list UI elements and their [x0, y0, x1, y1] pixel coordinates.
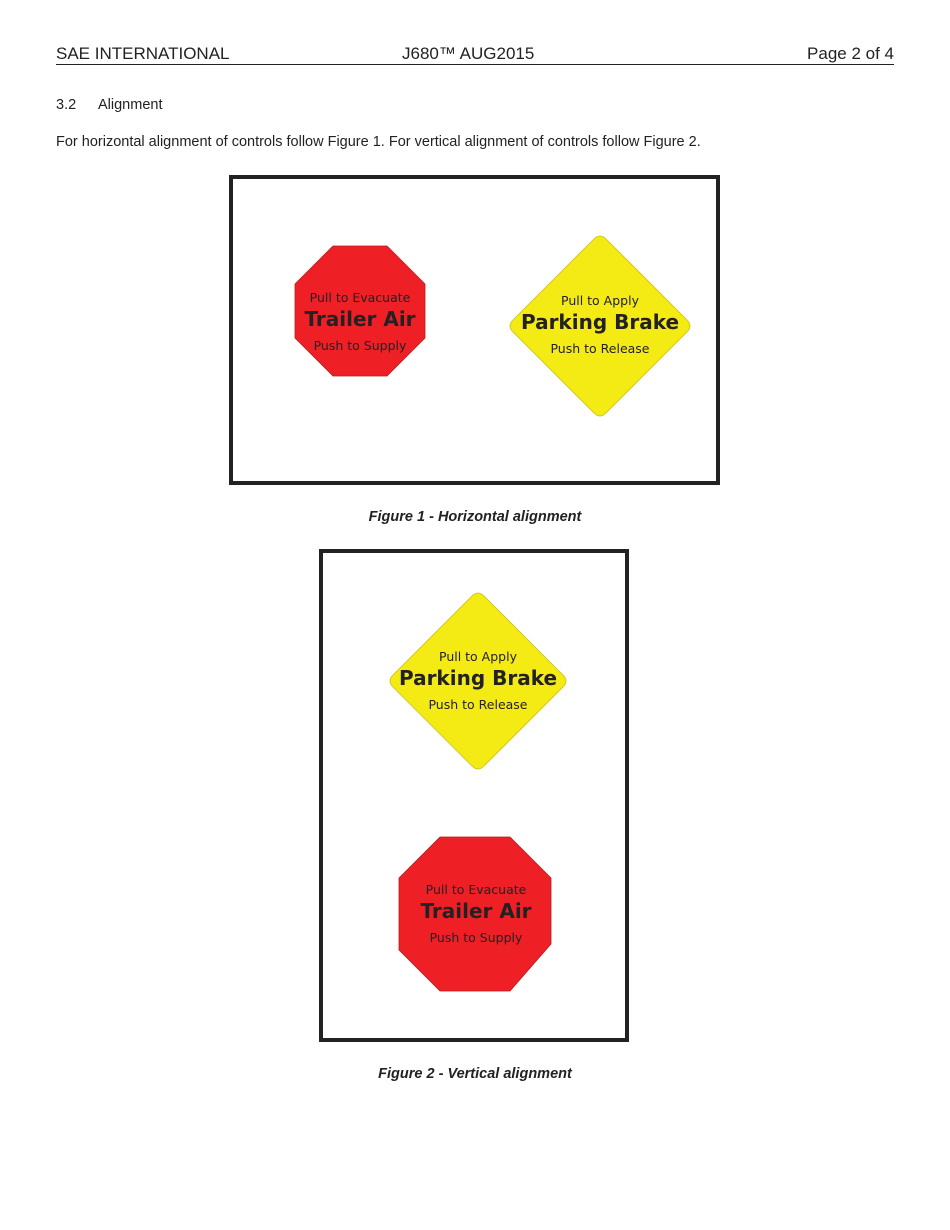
trailer-air-bottom-label: Push to Supply [313, 338, 407, 353]
section-title: Alignment [98, 97, 163, 113]
parking-brake-bottom-label: Push to Release [428, 697, 528, 712]
parking-brake-top-label: Pull to Apply [561, 293, 639, 308]
parking-brake-control [510, 236, 690, 416]
trailer-air-name-label: Trailer Air [304, 307, 416, 331]
parking-brake-control [390, 593, 566, 769]
figure-1-horizontal-alignment [229, 175, 720, 485]
header-page-number: Page 2 of 4 [807, 44, 894, 63]
trailer-air-top-label: Pull to Evacuate [425, 882, 527, 897]
trailer-air-name-label: Trailer Air [420, 899, 532, 923]
figure-2-caption: Figure 2 - Vertical alignment [378, 1066, 572, 1082]
figure-1-caption: Figure 1 - Horizontal alignment [368, 509, 582, 525]
parking-brake-bottom-label: Push to Release [550, 341, 650, 356]
section-heading [56, 97, 162, 113]
trailer-air-bottom-label: Push to Supply [429, 930, 523, 945]
header-org: SAE INTERNATIONAL [56, 44, 230, 63]
trailer-air-control [399, 837, 551, 991]
header-doc-id: J680™ AUG2015 [402, 44, 535, 63]
parking-brake-top-label: Pull to Apply [439, 649, 517, 664]
trailer-air-top-label: Pull to Evacuate [309, 290, 411, 305]
parking-brake-name-label: Parking Brake [520, 310, 680, 334]
body-paragraph: For horizontal alignment of controls follow Figure 1. For vertical alignment of controls follow Figure 2. [56, 134, 701, 150]
figure-2-drawing [323, 553, 625, 1038]
figure-2-vertical-alignment [319, 549, 629, 1042]
figure-1-drawing [233, 179, 716, 481]
parking-brake-name-label: Parking Brake [398, 666, 558, 690]
section-number: 3.2 [56, 97, 77, 113]
page-header [56, 44, 894, 65]
trailer-air-control [295, 246, 425, 376]
